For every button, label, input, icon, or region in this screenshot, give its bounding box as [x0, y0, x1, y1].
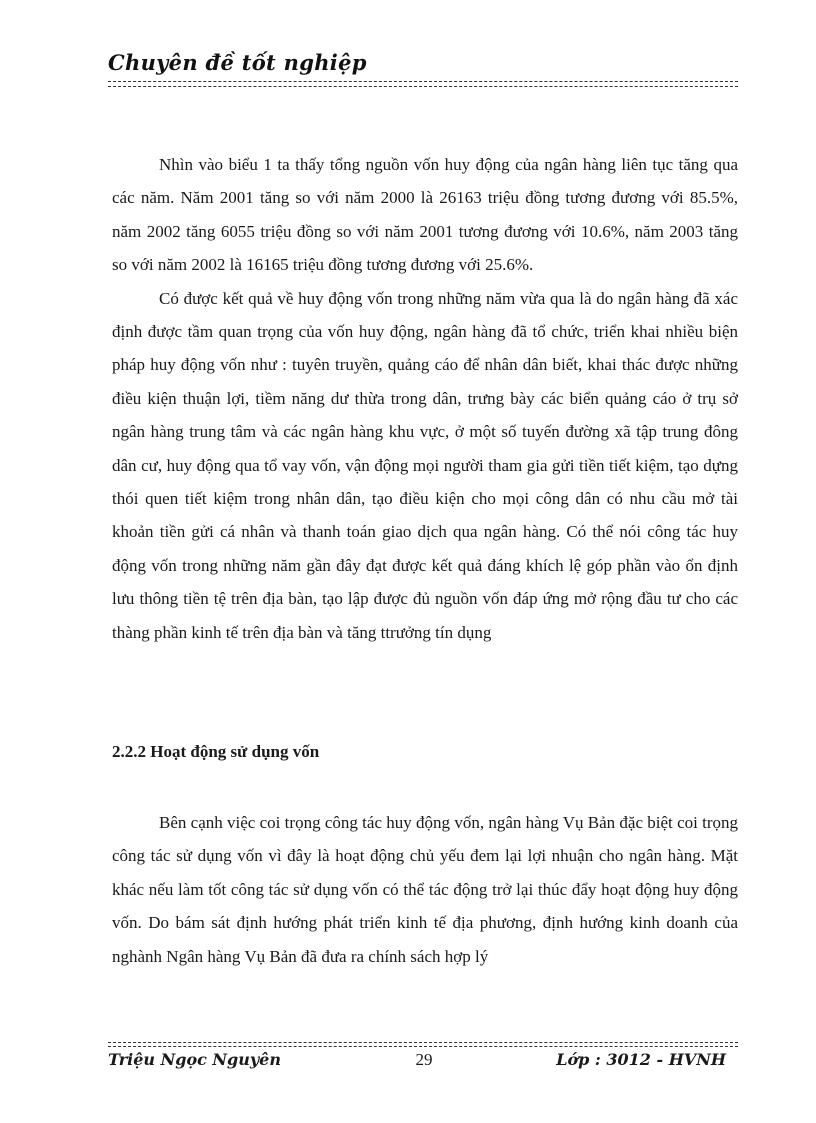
footer-author: Triệu Ngọc Nguyên — [108, 1050, 281, 1069]
paragraph-su-dung-von: Bên cạnh việc coi trọng công tác huy động vốn, ngân hàng Vụ Bản đặc biệt coi trọng công tác sử dụng vốn vì đây là hoạt động chủ yếu đem lại lợi nhuận cho ngân hàng. Mặt khác nếu làm tốt công tác sử dụng vốn có thể tác động trở lại thúc đẩy hoạt động huy động vốn. Do bám sát định hướng phát triển kinh tế địa phương, định hướng kinh doanh của nghành Ngân hàng Vụ Bản đã đưa ra chính sách hợp lý — [112, 813, 738, 966]
header-title: Chuyên đề tốt nghiệp — [108, 50, 367, 75]
footer-divider-secondary — [108, 1046, 738, 1047]
footer-divider — [108, 1042, 738, 1043]
section-heading: 2.2.2 Hoạt động sử dụng vốn — [112, 742, 320, 761]
paragraph-huy-dong-results: Có được kết quả về huy động vốn trong những năm vừa qua là do ngân hàng đã xác định được tầm quan trọng của vốn huy động, ngân hàng đã tổ chức, triển khai nhiều biện pháp huy động vốn như : tuyên truyền, quảng cáo để nhân dân biết, khai thác được những điều kiện thuận lợi, tiềm năng dư thừa trong dân, trưng bày các biển quảng cáo ở trụ sở ngân hàng trung tâm và các ngân hàng khu vực, ở một số tuyến đường xã tập trung đông dân cư, huy động qua tổ vay vốn, vận động mọi người tham gia gửi tiền tiết kiệm, tạo dựng thói quen tiết kiệm trong nhân dân, tạo điều kiện cho mọi công dân có nhu cầu mở tài khoản tiền gửi cá nhân và thanh toán giao dịch qua ngân hàng. Có thể nói công tác huy động vốn trong những năm gần đây đạt được kết quả đáng khích lệ góp phần vào ổn định lưu thông tiền tệ trên địa bàn, tạo lập được đủ nguồn vốn đáp ứng mở rộng đầu tư cho các thàng phần kinh tế trên địa bàn và tăng ttrưởng tín dụng — [112, 288, 738, 642]
footer-class-label: Lớp : 3012 - HVNH — [556, 1050, 726, 1069]
header-divider — [108, 81, 738, 82]
section-one-body — [112, 148, 738, 649]
page-number: 29 — [415, 1050, 433, 1069]
paragraph-biểu-1-summary: Nhìn vào biểu 1 ta thấy tổng nguồn vốn huy động của ngân hàng liên tục tăng qua các năm. Năm 2001 tăng so với năm 2000 là 26163 triệu đồng tương đương với 85.5%, năm 2002 tăng 6055 triệu đồng so với năm 2001 tương đương với 10.6%, năm 2003 tăng so với năm 2002 là 16165 triệu đồng tương đương với 25.6%. — [112, 155, 738, 275]
header-divider-secondary — [108, 86, 738, 87]
section-two-body — [112, 806, 738, 973]
